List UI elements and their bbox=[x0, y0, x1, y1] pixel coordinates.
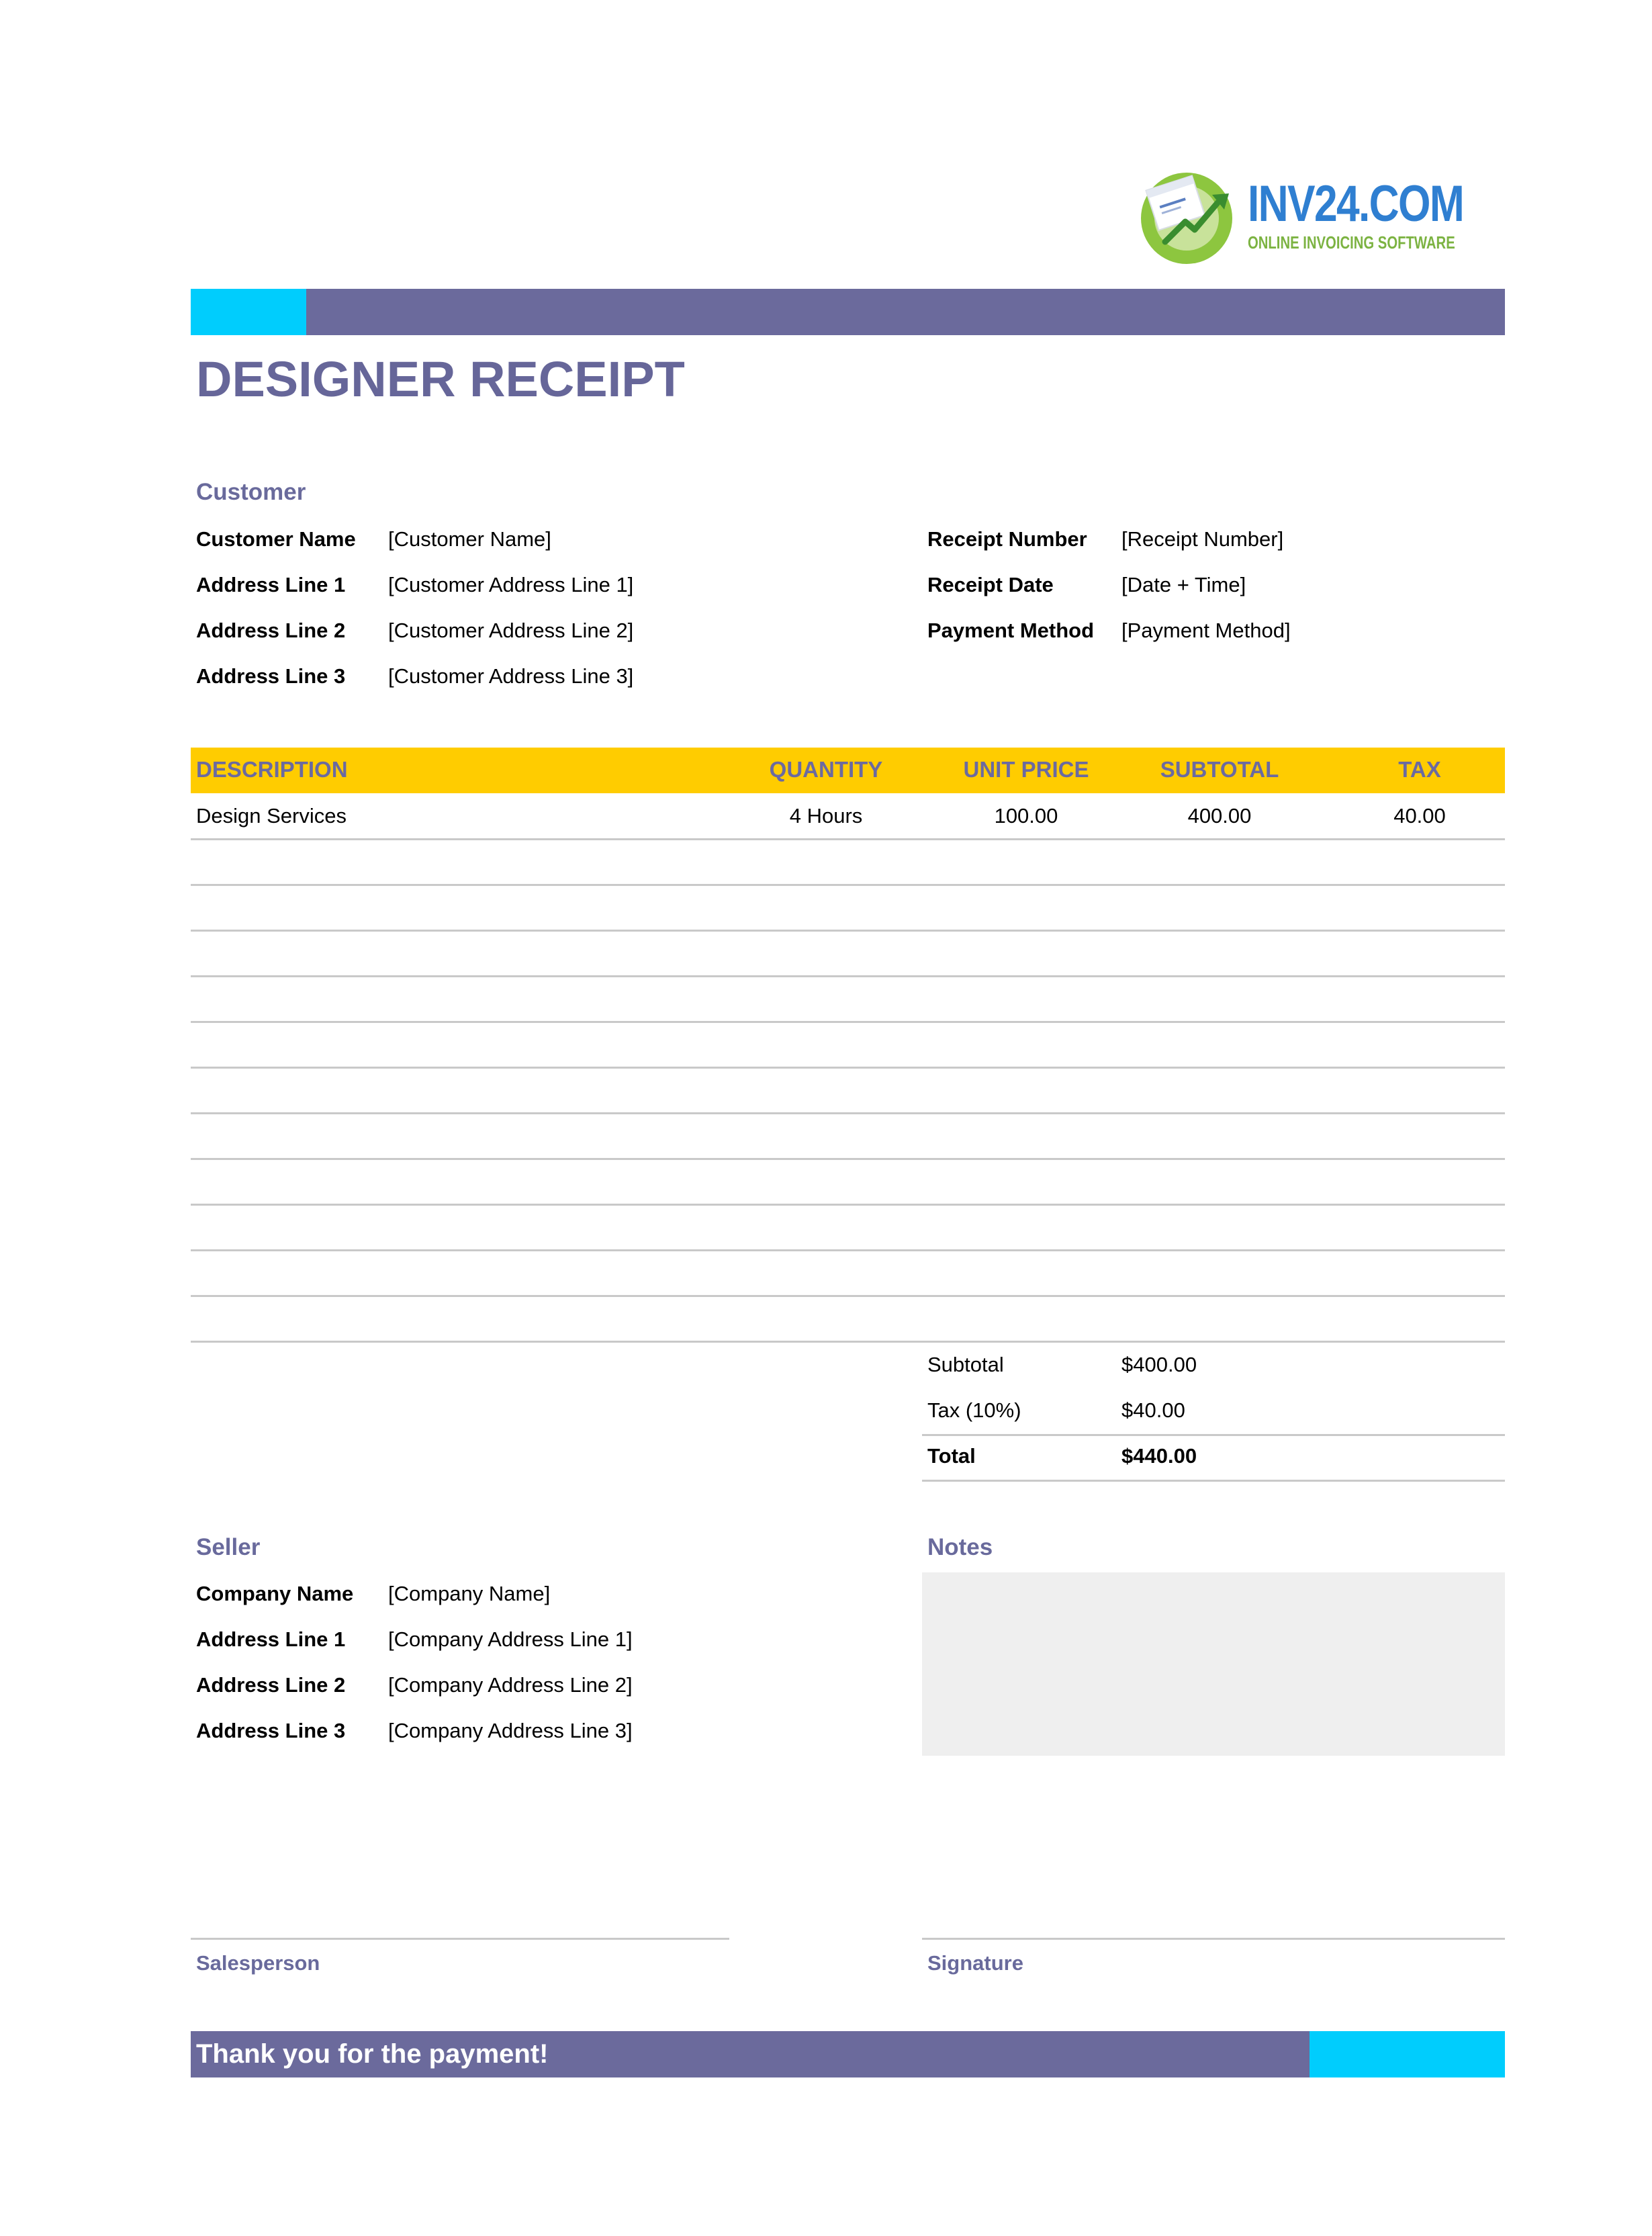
customer-address1-value: [Customer Address Line 1] bbox=[388, 573, 634, 596]
customer-name-value: [Customer Name] bbox=[388, 527, 551, 551]
items-table-header bbox=[191, 748, 1505, 793]
company-address2-value: [Company Address Line 2] bbox=[388, 1673, 633, 1697]
table-row-divider bbox=[191, 975, 1505, 977]
receipt-number-label: Receipt Number bbox=[927, 527, 1087, 551]
item-tax: 40.00 bbox=[1393, 804, 1446, 828]
table-row-divider bbox=[191, 1295, 1505, 1297]
notes-heading: Notes bbox=[927, 1534, 993, 1560]
totals-divider bbox=[922, 1480, 1505, 1482]
table-row bbox=[191, 793, 1505, 839]
company-address1-label: Address Line 1 bbox=[196, 1627, 346, 1651]
receipt-date-value: [Date + Time] bbox=[1121, 573, 1246, 596]
company-address2-label: Address Line 2 bbox=[196, 1673, 346, 1697]
column-header-subtotal: SUBTOTAL bbox=[1160, 757, 1279, 782]
customer-name-label: Customer Name bbox=[196, 527, 356, 551]
company-address3-label: Address Line 3 bbox=[196, 1719, 346, 1742]
customer-address3-value: [Customer Address Line 3] bbox=[388, 664, 634, 688]
tax-value: $40.00 bbox=[1121, 1398, 1185, 1422]
header-band-accent bbox=[191, 289, 306, 335]
company-logo bbox=[1138, 168, 1464, 269]
header-band bbox=[306, 289, 1505, 335]
tax-label: Tax (10%) bbox=[927, 1398, 1021, 1422]
total-value: $440.00 bbox=[1121, 1444, 1197, 1468]
column-header-tax: TAX bbox=[1398, 757, 1441, 782]
table-row-divider bbox=[191, 884, 1505, 886]
table-row-divider bbox=[191, 838, 1505, 840]
customer-address1-label: Address Line 1 bbox=[196, 573, 346, 596]
footer-band bbox=[191, 2031, 1310, 2077]
table-row-divider bbox=[191, 1204, 1505, 1206]
table-row-divider bbox=[191, 1158, 1505, 1160]
receipt-date-label: Receipt Date bbox=[927, 573, 1054, 596]
logo-emblem-icon bbox=[1138, 168, 1246, 269]
column-header-quantity: QUANTITY bbox=[769, 757, 883, 782]
seller-heading: Seller bbox=[196, 1534, 261, 1560]
footer-band-accent bbox=[1310, 2031, 1505, 2077]
table-row-divider bbox=[191, 1021, 1505, 1023]
total-label: Total bbox=[927, 1444, 976, 1468]
subtotal-value: $400.00 bbox=[1121, 1353, 1197, 1376]
salesperson-label: Salesperson bbox=[196, 1951, 320, 1975]
notes-box[interactable] bbox=[922, 1572, 1505, 1756]
signature-line bbox=[922, 1938, 1505, 1940]
payment-method-label: Payment Method bbox=[927, 619, 1095, 642]
customer-address2-value: [Customer Address Line 2] bbox=[388, 619, 634, 642]
footer-thanks: Thank you for the payment! bbox=[196, 2039, 549, 2069]
totals-divider bbox=[922, 1434, 1505, 1436]
company-address1-value: [Company Address Line 1] bbox=[388, 1627, 633, 1651]
table-row-divider bbox=[191, 930, 1505, 932]
receipt-number-value: [Receipt Number] bbox=[1121, 527, 1284, 551]
item-subtotal: 400.00 bbox=[1187, 804, 1252, 828]
table-row-divider bbox=[191, 1249, 1505, 1251]
customer-heading: Customer bbox=[196, 479, 306, 505]
company-name-value: [Company Name] bbox=[388, 1582, 551, 1605]
table-row-divider bbox=[191, 1341, 1505, 1343]
company-address3-value: [Company Address Line 3] bbox=[388, 1719, 633, 1742]
page-title: DESIGNER RECEIPT bbox=[196, 351, 685, 407]
company-name-label: Company Name bbox=[196, 1582, 354, 1605]
item-unit-price: 100.00 bbox=[994, 804, 1058, 828]
subtotal-label: Subtotal bbox=[927, 1353, 1004, 1376]
logo-wordmark: INV24.COM bbox=[1248, 175, 1464, 232]
item-quantity: 4 Hours bbox=[789, 804, 863, 828]
column-header-unit-price: UNIT PRICE bbox=[963, 757, 1089, 782]
salesperson-line bbox=[191, 1938, 729, 1940]
payment-method-value: [Payment Method] bbox=[1121, 619, 1291, 642]
item-description: Design Services bbox=[196, 804, 347, 828]
logo-tagline: ONLINE INVOICING SOFTWARE bbox=[1248, 232, 1455, 253]
signature-label: Signature bbox=[927, 1951, 1023, 1975]
customer-address2-label: Address Line 2 bbox=[196, 619, 346, 642]
column-header-description: DESCRIPTION bbox=[196, 757, 348, 782]
customer-address3-label: Address Line 3 bbox=[196, 664, 346, 688]
table-row-divider bbox=[191, 1067, 1505, 1069]
table-row-divider bbox=[191, 1112, 1505, 1114]
